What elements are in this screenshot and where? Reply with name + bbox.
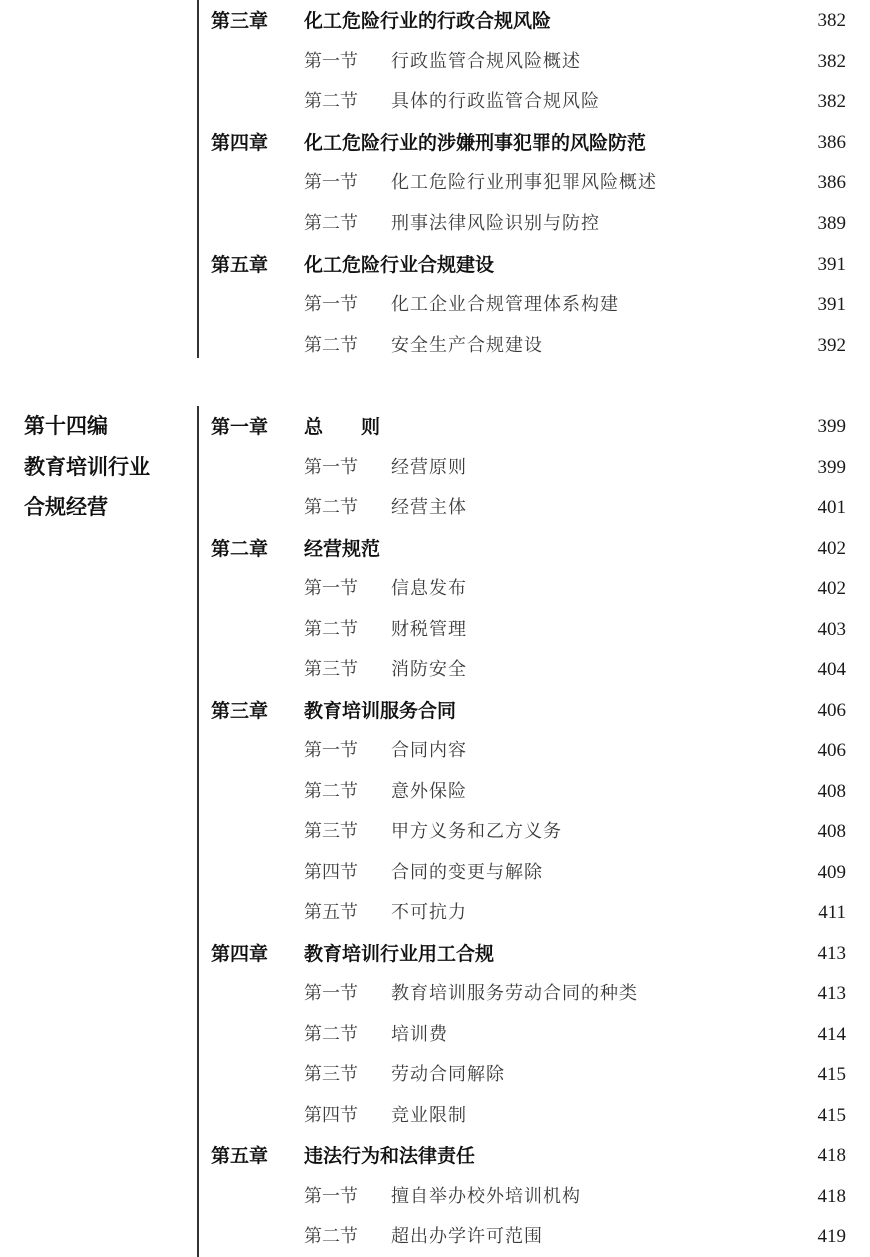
part-title-line-2: 教育培训行业 bbox=[24, 453, 150, 479]
toc-section-row bbox=[0, 974, 870, 1014]
toc-section-row bbox=[0, 610, 870, 650]
toc-section-row bbox=[0, 448, 870, 488]
entry-title: 合同内容 bbox=[391, 740, 467, 761]
entry-page-number: 391 bbox=[817, 294, 846, 316]
toc-block-previous-part bbox=[0, 0, 870, 360]
entry-title: 总 则 bbox=[304, 416, 381, 438]
entry-title: 行政监管合规风险概述 bbox=[391, 50, 581, 72]
entry-number: 第一章 bbox=[211, 416, 269, 438]
entry-page-number: 399 bbox=[817, 416, 846, 437]
toc-chapter-row bbox=[0, 123, 870, 163]
entry-number: 第三节 bbox=[304, 1064, 358, 1085]
entry-title: 超出办学许可范围 bbox=[391, 1226, 543, 1247]
entry-number: 第二节 bbox=[304, 1226, 358, 1247]
toc-section-row bbox=[0, 42, 870, 82]
entry-page-number: 415 bbox=[817, 1064, 846, 1085]
entry-number: 第三章 bbox=[211, 10, 269, 32]
entry-title: 经营主体 bbox=[391, 497, 467, 518]
entry-title: 化工企业合规管理体系构建 bbox=[391, 294, 619, 316]
entry-page-number: 389 bbox=[817, 213, 846, 234]
toc-section-row bbox=[0, 569, 870, 609]
toc-section-row bbox=[0, 326, 870, 366]
entry-page-number: 418 bbox=[817, 1185, 846, 1207]
entry-number: 第一节 bbox=[304, 1185, 358, 1207]
toc-chapter-row bbox=[0, 691, 870, 731]
entry-number: 第二节 bbox=[304, 497, 358, 518]
toc-section-row bbox=[0, 1015, 870, 1055]
entry-title: 合同的变更与解除 bbox=[391, 861, 543, 883]
entry-number: 第二节 bbox=[304, 91, 358, 113]
entry-number: 第二节 bbox=[304, 334, 358, 356]
entry-page-number: 415 bbox=[817, 1104, 846, 1126]
entry-title: 甲方义务和乙方义务 bbox=[391, 821, 562, 842]
toc-section-row bbox=[0, 1177, 870, 1217]
toc-section-row bbox=[0, 772, 870, 812]
entry-title: 竞业限制 bbox=[391, 1104, 467, 1126]
entry-page-number: 382 bbox=[817, 91, 846, 113]
entry-title: 教育培训服务合同 bbox=[304, 699, 457, 722]
entry-number: 第一节 bbox=[304, 983, 358, 1004]
entry-page-number: 404 bbox=[817, 659, 846, 680]
toc-section-row bbox=[0, 1217, 870, 1257]
entry-number: 第一节 bbox=[304, 294, 358, 316]
entry-number: 第二节 bbox=[304, 780, 358, 802]
entry-page-number: 414 bbox=[817, 1023, 846, 1045]
entry-page-number: 382 bbox=[817, 50, 846, 72]
toc-section-row bbox=[0, 163, 870, 203]
entry-page-number: 403 bbox=[817, 618, 846, 640]
entry-page-number: 402 bbox=[817, 537, 846, 559]
entry-title: 财税管理 bbox=[391, 618, 467, 640]
part-title-line-1: 第十四编 bbox=[24, 413, 108, 438]
toc-section-row bbox=[0, 285, 870, 325]
entry-title: 刑事法律风险识别与防控 bbox=[391, 213, 600, 234]
entry-page-number: 419 bbox=[817, 1226, 846, 1247]
entry-title: 劳动合同解除 bbox=[391, 1064, 505, 1085]
toc-chapter-row bbox=[0, 407, 870, 447]
toc-chapter-row bbox=[0, 245, 870, 285]
entry-number: 第三节 bbox=[304, 821, 358, 842]
part-title-line-3: 合规经营 bbox=[24, 494, 108, 519]
entry-number: 第四章 bbox=[211, 942, 269, 965]
entry-title: 违法行为和法律责任 bbox=[304, 1145, 476, 1167]
entry-page-number: 391 bbox=[817, 253, 846, 275]
entry-page-number: 411 bbox=[818, 902, 846, 923]
entry-title: 经营原则 bbox=[391, 456, 467, 478]
entry-title: 消防安全 bbox=[391, 659, 467, 680]
entry-title: 经营规范 bbox=[304, 537, 381, 560]
entry-page-number: 418 bbox=[817, 1145, 846, 1166]
toc-section-row bbox=[0, 82, 870, 122]
toc-chapter-row bbox=[0, 1, 870, 41]
entry-title: 意外保险 bbox=[391, 780, 467, 802]
entry-title: 教育培训服务劳动合同的种类 bbox=[391, 983, 638, 1004]
entry-number: 第一节 bbox=[304, 740, 358, 761]
entry-number: 第五节 bbox=[304, 902, 358, 923]
entry-page-number: 402 bbox=[817, 578, 846, 599]
entry-number: 第一节 bbox=[304, 50, 358, 72]
entry-number: 第四节 bbox=[304, 1104, 358, 1126]
toc-section-row bbox=[0, 204, 870, 244]
entry-number: 第三节 bbox=[304, 659, 358, 680]
entry-page-number: 386 bbox=[817, 131, 846, 153]
entry-page-number: 386 bbox=[817, 172, 846, 194]
entry-title: 具体的行政监管合规风险 bbox=[391, 91, 600, 113]
toc-chapter-row bbox=[0, 934, 870, 974]
entry-number: 第二节 bbox=[304, 213, 358, 234]
entry-number: 第一节 bbox=[304, 456, 358, 478]
entry-page-number: 413 bbox=[817, 942, 846, 964]
entry-number: 第一节 bbox=[304, 578, 358, 599]
entry-page-number: 406 bbox=[817, 699, 846, 721]
toc-section-row bbox=[0, 853, 870, 893]
entry-title: 化工危险行业的行政合规风险 bbox=[304, 10, 552, 32]
entry-page-number: 406 bbox=[817, 740, 846, 761]
entry-title: 化工危险行业刑事犯罪风险概述 bbox=[391, 172, 657, 194]
entry-number: 第四章 bbox=[211, 131, 269, 154]
toc-block-part-14 bbox=[0, 406, 870, 1257]
toc-section-row bbox=[0, 488, 870, 528]
entry-title: 不可抗力 bbox=[391, 902, 467, 923]
toc-chapter-row bbox=[0, 529, 870, 569]
entry-page-number: 392 bbox=[817, 334, 846, 356]
toc-section-row bbox=[0, 893, 870, 933]
entry-number: 第一节 bbox=[304, 172, 358, 194]
entry-page-number: 399 bbox=[817, 456, 846, 478]
toc-section-row bbox=[0, 1096, 870, 1136]
entry-page-number: 401 bbox=[817, 497, 846, 518]
entry-page-number: 413 bbox=[817, 983, 846, 1004]
entry-number: 第三章 bbox=[211, 699, 269, 722]
entry-page-number: 408 bbox=[817, 821, 846, 842]
toc-section-row bbox=[0, 1055, 870, 1095]
entry-page-number: 382 bbox=[817, 10, 846, 31]
entry-title: 培训费 bbox=[391, 1023, 448, 1045]
entry-number: 第二节 bbox=[304, 618, 358, 640]
entry-number: 第五章 bbox=[211, 1145, 269, 1167]
entry-page-number: 408 bbox=[817, 780, 846, 802]
entry-page-number: 409 bbox=[817, 861, 846, 883]
entry-title: 化工危险行业合规建设 bbox=[304, 253, 495, 276]
entry-title: 教育培训行业用工合规 bbox=[304, 942, 495, 965]
entry-title: 擅自举办校外培训机构 bbox=[391, 1185, 581, 1207]
entry-number: 第五章 bbox=[211, 253, 269, 276]
toc-section-row bbox=[0, 812, 870, 852]
entry-number: 第四节 bbox=[304, 861, 358, 883]
entry-title: 化工危险行业的涉嫌刑事犯罪的风险防范 bbox=[304, 131, 647, 154]
entry-title: 安全生产合规建设 bbox=[391, 334, 543, 356]
toc-chapter-row bbox=[0, 1136, 870, 1176]
entry-title: 信息发布 bbox=[391, 578, 467, 599]
toc-section-row bbox=[0, 731, 870, 771]
entry-number: 第二章 bbox=[211, 537, 269, 560]
entry-number: 第二节 bbox=[304, 1023, 358, 1045]
toc-section-row bbox=[0, 650, 870, 690]
